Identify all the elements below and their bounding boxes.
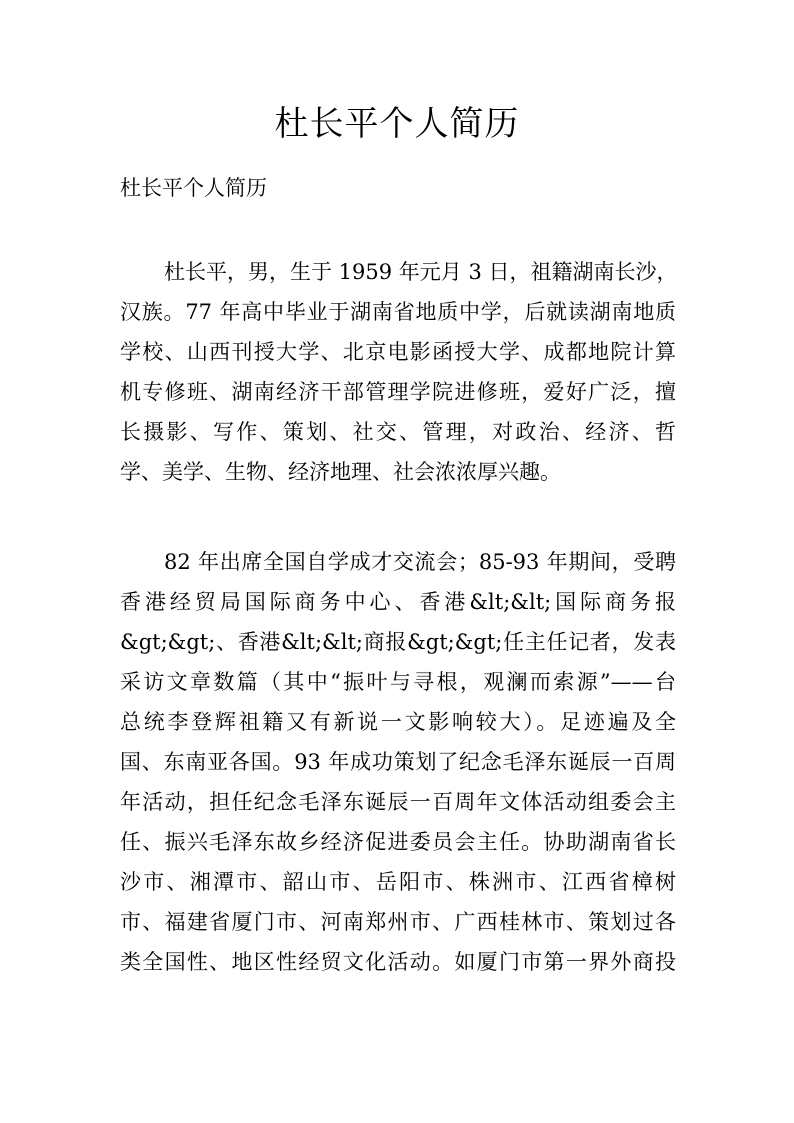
paragraph-line: 沙市、湘潭市、韶山市、岳阳市、株洲市、江西省樟树: [120, 870, 676, 894]
paragraph-line: 机专修班、湖南经济干部管理学院进修班，爱好广泛，擅: [120, 380, 676, 404]
paragraph-line: 类全国性、地区性经贸文化活动。如厦门市第一界外商投: [120, 950, 676, 974]
document-subheading: 杜长平个人简历: [120, 176, 267, 200]
paragraph-line: 长摄影、写作、策划、社交、管理，对政治、经济、哲: [120, 420, 676, 444]
paragraph-line: 82 年出席全国自学成才交流会；85-93 年期间，受聘: [164, 550, 676, 574]
paragraph-line: 市、福建省厦门市、河南郑州市、广西桂林市、策划过各: [120, 910, 676, 934]
paragraph-line: 国、东南亚各国。93 年成功策划了纪念毛泽东诞辰一百周: [120, 750, 676, 774]
paragraph-line: 任、振兴毛泽东故乡经济促进委员会主任。协助湖南省长: [120, 830, 676, 854]
paragraph-biography: [120, 252, 676, 492]
paragraph-line: 香港经贸局国际商务中心、香港&lt;&lt;国际商务报: [120, 590, 676, 614]
paragraph-line: &gt;&gt;、香港&lt;&lt;商报&gt;&gt;任主任记者，发表: [120, 630, 676, 654]
paragraph-career: [120, 542, 676, 982]
paragraph-line: 年活动，担任纪念毛泽东诞辰一百周年文体活动组委会主: [120, 790, 676, 814]
paragraph-line: 杜长平，男，生于 1959 年元月 3 日，祖籍湖南长沙，: [164, 260, 678, 284]
paragraph-line: 学校、山西刊授大学、北京电影函授大学、成都地院计算: [120, 340, 676, 364]
paragraph-line: 总统李登辉祖籍又有新说一文影响较大）。足迹遍及全: [120, 710, 676, 734]
paragraph-line: 采访文章数篇（其中“振叶与寻根，观澜而索源”——台: [120, 670, 676, 694]
paragraph-line: 汉族。77 年高中毕业于湖南省地质中学，后就读湖南地质: [120, 300, 676, 324]
document-title: 杜长平个人简历: [274, 104, 520, 144]
paragraph-line: 学、美学、生物、经济地理、社会浓浓厚兴趣。: [120, 460, 561, 484]
